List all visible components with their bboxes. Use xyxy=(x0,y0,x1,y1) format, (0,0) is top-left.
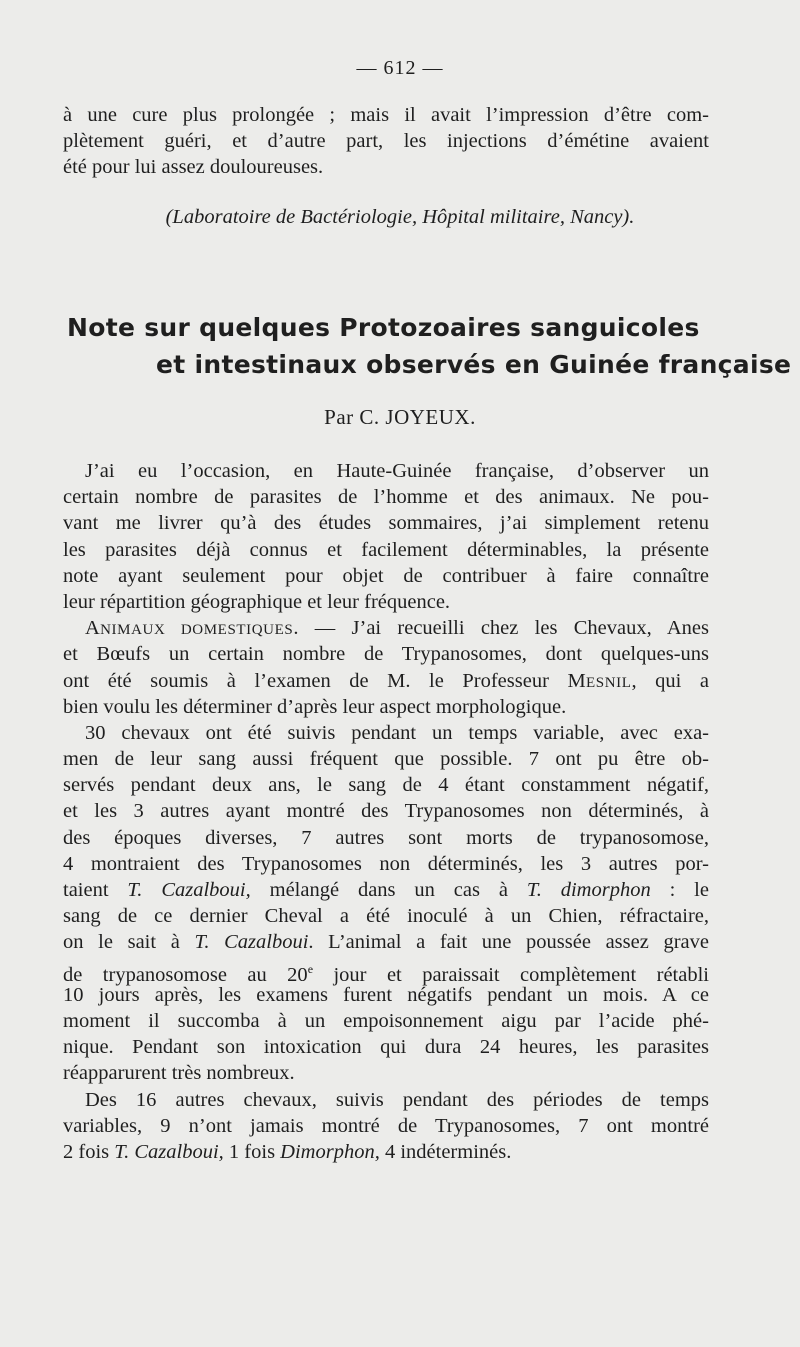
text-line: bien voulu les déterminer d’après leur aspect morphologique. xyxy=(63,695,567,718)
text-line: les parasites déjà connus et facilement déterminables, la présente xyxy=(63,538,709,561)
text-line: et Bœufs un certain nombre de Trypanosomes, dont quelques-uns xyxy=(63,643,709,666)
author-name-initial: M xyxy=(567,669,586,692)
section-heading-initial: A xyxy=(85,617,101,640)
text-line: men de leur sang aussi fréquent que possible. 7 ont pu être ob- xyxy=(63,748,709,771)
text-line: été pour lui assez douloureuses. xyxy=(63,156,324,179)
text-line: nique. Pendant son intoxication qui dura 24 heures, les parasites xyxy=(63,1036,709,1059)
species-name: Dimorphon, xyxy=(280,1140,380,1163)
author-byline: Par C. JOYEUX. xyxy=(324,405,476,429)
text-span: 1 fois xyxy=(223,1140,281,1163)
species-name: T. Cazalboui, xyxy=(114,1140,224,1163)
text-line: plètement guéri, et d’autre part, les injections d’émétine avaient xyxy=(63,130,709,153)
species-name: T. Cazalboui, xyxy=(127,879,251,901)
text-line: sang de ce dernier Cheval a été inoculé à un Chien, réfractaire, xyxy=(63,905,709,928)
text-line xyxy=(63,956,709,986)
section-heading: NIMAUX DOMESTIQUES xyxy=(100,622,294,639)
text-line xyxy=(63,929,709,955)
text-span: : le xyxy=(650,879,709,901)
text-span: ont été soumis à l’examen de M. le Professeur xyxy=(63,669,568,692)
text-line xyxy=(63,877,709,903)
page-number: — 612 — xyxy=(356,57,444,79)
text-span: de trypanosomose au 20 xyxy=(63,963,308,986)
article-title-line-1: Note sur quelques Protozoaires sanguicoles xyxy=(67,313,700,342)
text-line: et les 3 autres ayant montré des Trypanosomes non déterminés, à xyxy=(63,800,709,823)
text-line: certain nombre de parasites de l’homme et des animaux. Ne pou- xyxy=(63,486,709,509)
text-line: J’ai eu l’occasion, en Haute-Guinée française, d’observer un xyxy=(85,460,709,482)
laboratory-credit: (Laboratoire de Bactériologie, Hôpital militaire, Nancy). xyxy=(165,206,635,228)
text-line: servés pendant deux ans, le sang de 4 étant constamment négatif, xyxy=(63,774,709,797)
species-name: T. Cazalboui xyxy=(194,931,309,954)
text-line xyxy=(63,1139,709,1165)
text-line: 4 montraient des Trypanosomes non déterminés, les 3 autres por- xyxy=(63,852,709,875)
text-line: vant me livrer qu’à des études sommaires, j’ai simplement retenu xyxy=(63,512,709,535)
text-line: leur répartition géographique et leur fréquence. xyxy=(63,590,451,613)
text-line xyxy=(63,615,709,641)
top-paragraph xyxy=(63,102,709,181)
species-name: T. dimorphon xyxy=(526,879,651,901)
text-span: . L’animal a fait une poussée assez grave xyxy=(308,931,709,954)
text-line xyxy=(63,668,709,694)
superscript: e xyxy=(307,961,314,976)
text-span: 4 indéterminés. xyxy=(379,1140,512,1163)
text-span: , qui a xyxy=(631,669,709,692)
text-line: moment il succomba à un empoisonnement aigu par l’acide phé- xyxy=(63,1009,709,1032)
body-text xyxy=(63,458,709,1165)
text-line: réapparurent très nombreux. xyxy=(63,1062,295,1085)
text-span: jour et paraissait complètement rétabli xyxy=(313,963,709,986)
text-line: Des 16 autres chevaux, suivis pendant des périodes de temps xyxy=(85,1088,709,1111)
text-line: 30 chevaux ont été suivis pendant un temps variable, avec exa- xyxy=(85,721,709,744)
text-span: 2 fois xyxy=(63,1140,115,1163)
text-line: 10 jours après, les examens furent négatifs pendant un mois. A ce xyxy=(63,983,709,1006)
article-title-line-2: et intestinaux observés en Guinée française xyxy=(156,350,792,379)
text-span: mélangé dans un cas à xyxy=(250,879,527,901)
text-line: variables, 9 n’ont jamais montré de Trypanosomes, 7 ont montré xyxy=(63,1114,709,1137)
text-line: note ayant seulement pour objet de contribuer à faire connaître xyxy=(63,564,709,587)
text-line: des époques diverses, 7 autres sont morts de trypanosomose, xyxy=(63,826,709,849)
text-span: taient xyxy=(63,879,128,901)
text-span: . — J’ai recueilli chez les Chevaux, Anes xyxy=(293,617,709,640)
text-span: on le sait à xyxy=(63,931,195,954)
text-line: à une cure plus prolongée ; mais il avait l’impression d’être com- xyxy=(63,104,709,126)
author-name: ESNIL xyxy=(585,674,632,691)
